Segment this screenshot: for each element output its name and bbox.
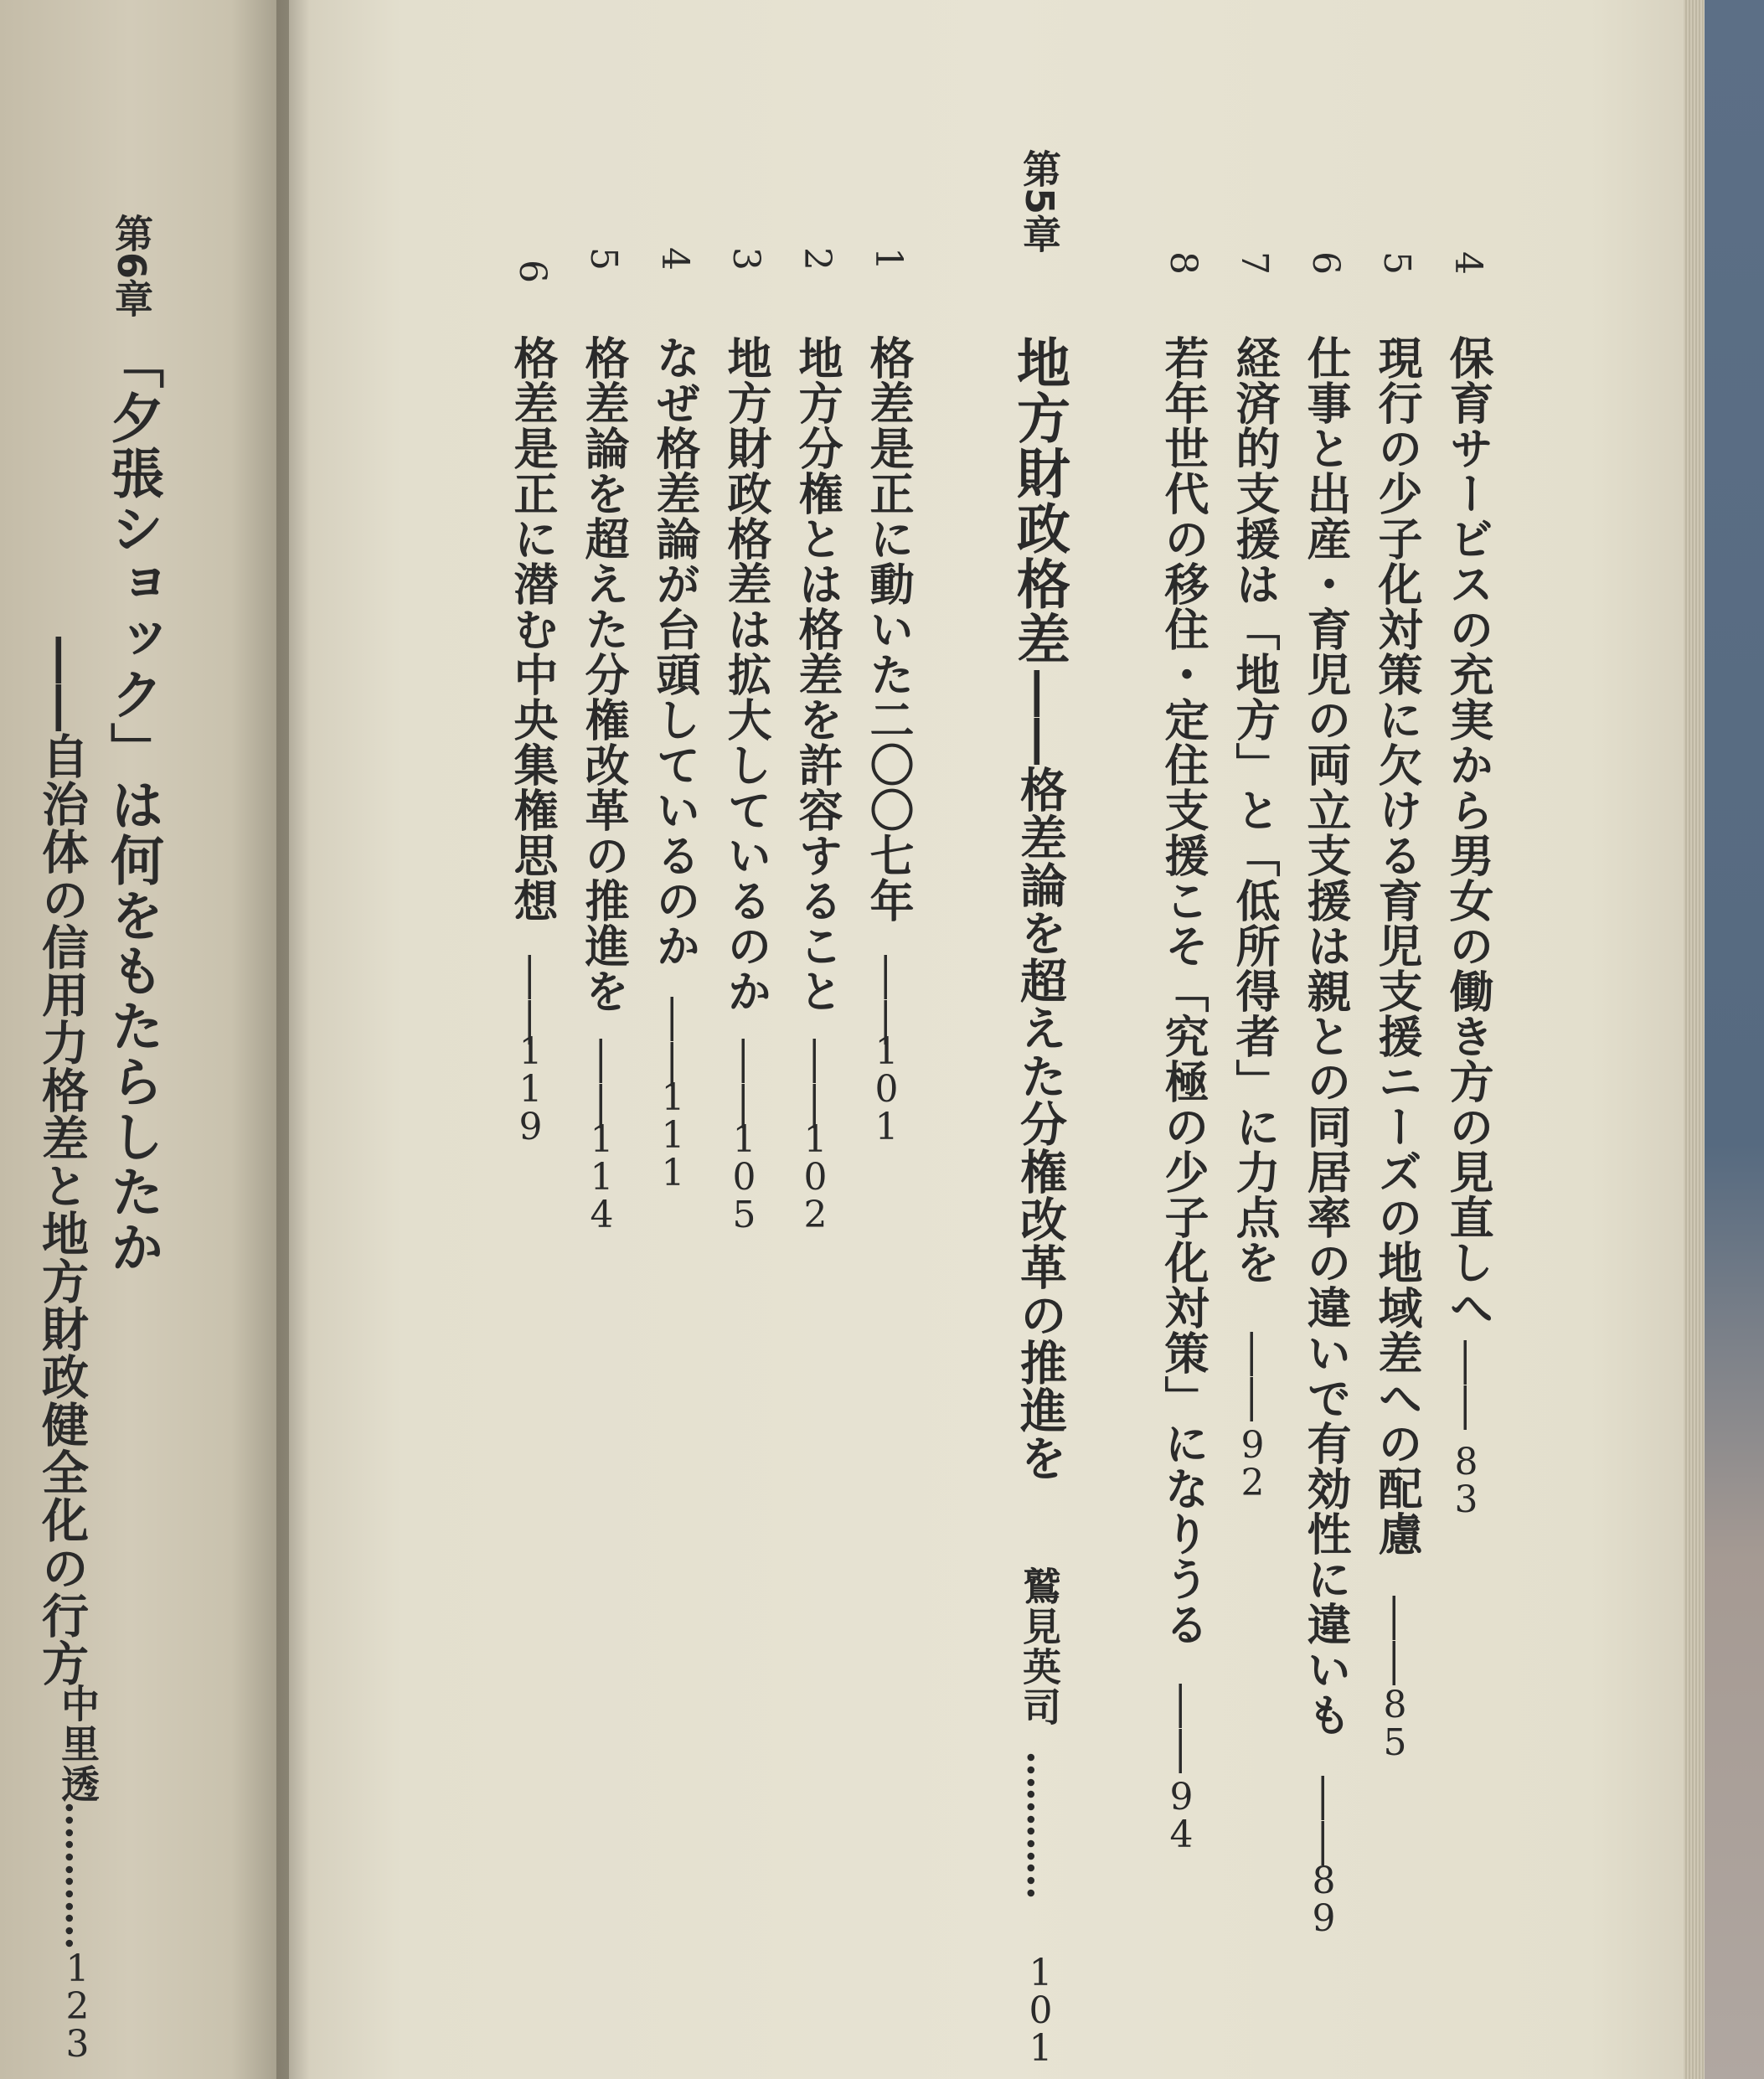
toc-leader: ―― — [1229, 1332, 1280, 1422]
toc-entry-title: 格差論を超えた分権改革の推進を — [578, 335, 630, 1014]
toc-leader: ―― — [1442, 1340, 1493, 1431]
toc-entry-title: 現行の少子化対策に欠ける育児支援ニーズの地域差への配慮 — [1371, 335, 1423, 1556]
toc-leader: ―― — [507, 955, 558, 1045]
toc-leader: ―― — [578, 1039, 629, 1129]
page-number: 105 — [723, 1118, 766, 1231]
chapter-page-number: 101 — [1019, 1952, 1062, 2065]
toc-entry-title: 格差是正に潜む中央集権思想 — [507, 335, 559, 923]
page-number: 92 — [1231, 1424, 1274, 1499]
toc-entry-title: 地方財政格差は拡大しているのか — [720, 335, 772, 1014]
chapter-subtitle: ――格差論を超えた分権改革の推進を — [1013, 670, 1068, 1482]
toc-leader: ―― — [1300, 1776, 1351, 1866]
page-number: 85 — [1374, 1684, 1416, 1759]
page-number: 111 — [652, 1076, 694, 1189]
page-number: 119 — [509, 1030, 552, 1143]
entry-number: 4 — [1447, 251, 1489, 275]
chapter-title: 地方財政格差 — [1008, 335, 1070, 667]
chapter-label: 第5章 — [1017, 149, 1062, 254]
page-edges — [1684, 0, 1704, 2079]
toc-leader: ―― — [649, 997, 700, 1087]
chapter-author: 鷲見英司 — [1017, 1566, 1062, 1727]
chapter-subtitle: ――自治体の信用力格差と地方財政健全化の行方 — [34, 637, 90, 1687]
entry-number: 4 — [653, 247, 696, 271]
entry-number: 6 — [511, 260, 554, 283]
entry-number: 3 — [725, 247, 767, 271]
toc-leader: ―― — [720, 1039, 771, 1129]
page-number: 102 — [794, 1118, 837, 1231]
book-gutter — [276, 0, 310, 2079]
toc-entry-title: 若年世代の移住・定住支援こそ「究極の少子化対策」になりうる — [1158, 335, 1210, 1647]
toc-leader: ―― — [1371, 1596, 1422, 1686]
entry-number: 1 — [867, 247, 910, 271]
toc-entry-title: 保育サービスの充実から男女の働き方の見直しへ — [1442, 335, 1494, 1330]
page-number: 83 — [1445, 1441, 1488, 1516]
chapter-dot-leader: ………… — [57, 1801, 102, 1948]
entry-number: 8 — [1162, 251, 1204, 275]
page-number: 101 — [865, 1030, 908, 1143]
toc-entry-title: 仕事と出産・育児の両立支援は親との同居率の違いで有効性に違いも — [1300, 335, 1352, 1737]
entry-number: 6 — [1304, 251, 1347, 275]
chapter-page-number: 123 — [56, 1947, 99, 2061]
page-number: 94 — [1160, 1776, 1203, 1851]
chapter-label: 第6章 — [109, 214, 154, 318]
entry-number: 2 — [796, 247, 838, 271]
toc-entry-title: 経済的支援は「地方」と「低所得者」に力点を — [1229, 335, 1281, 1285]
toc-leader: ―― — [1158, 1684, 1209, 1774]
toc-leader: ―― — [792, 1039, 843, 1129]
chapter-title: 「夕張ショック」は何をもたらしたか — [101, 335, 164, 1275]
chapter-author: 中里透 — [55, 1684, 101, 1804]
chapter-dot-leader: ………… — [1019, 1751, 1064, 1898]
entry-number: 5 — [1375, 251, 1418, 275]
page-number: 89 — [1302, 1860, 1345, 1935]
entry-number: 7 — [1233, 251, 1276, 275]
toc-leader: ―― — [863, 955, 914, 1045]
toc-entry-title: 地方分権とは格差を許容すること — [792, 335, 843, 1014]
toc-entry-title: なぜ格差論が台頭しているのか — [649, 335, 701, 968]
page-number: 114 — [580, 1118, 623, 1231]
entry-number: 5 — [582, 247, 625, 271]
toc-entry-title: 格差是正に動いた二〇〇七年 — [863, 335, 915, 923]
